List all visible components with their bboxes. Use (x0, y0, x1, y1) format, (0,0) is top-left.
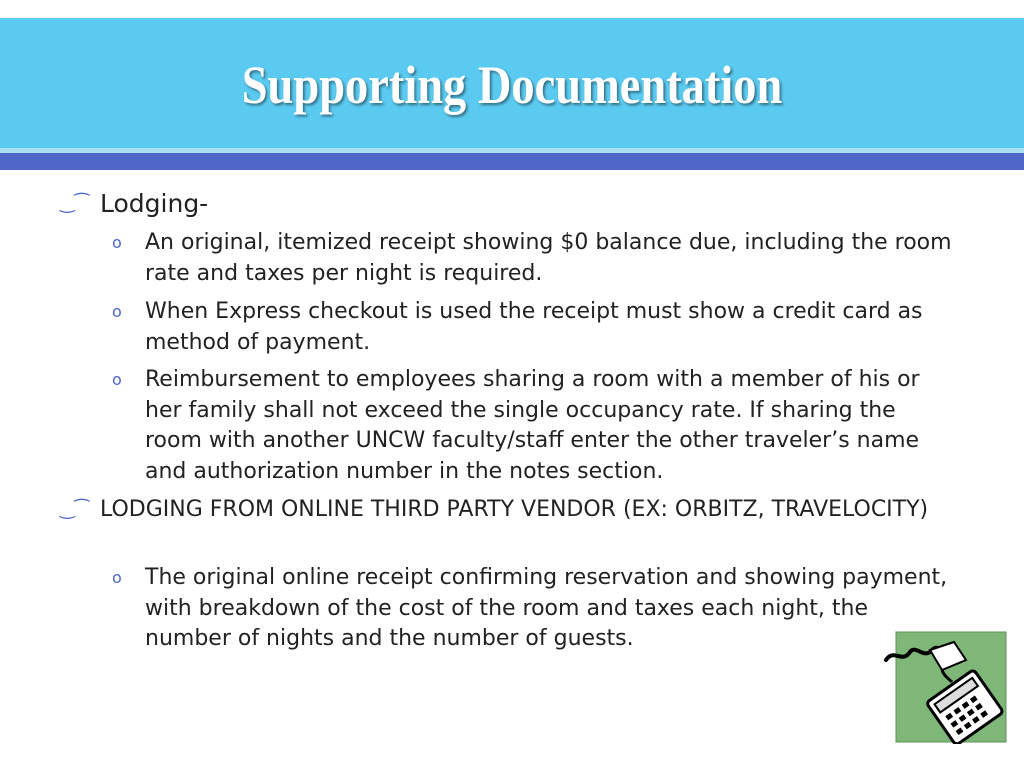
bullet-text: Lodging- (100, 189, 209, 218)
subbullet-text: The original online receipt confirming reservation and showing payment, with breakdown of the cost of the room and taxes each night, the number of nights and the number of guests. (145, 565, 948, 651)
subbullet-marker-icon: o (112, 370, 122, 389)
subbullet-marker-icon: o (112, 568, 122, 587)
receipt-calculator-icon (884, 630, 1008, 744)
subbullet-text: Reimbursement to employees sharing a room with a member of his or her family shall not exceed the single occupancy rate. If sharing the room with another UNCW faculty/staff enter the other traveler’s name and authorization number in the notes section. (145, 367, 920, 484)
subbullet-marker-icon: o (112, 233, 122, 252)
bullet-marker-icon: ‿⁀ (60, 499, 89, 520)
subbullet-text: When Express checkout is used the receipt must show a credit card as method of payment. (145, 299, 923, 355)
slide-title: Supporting Documentation (241, 55, 783, 115)
subbullet-text: An original, itemized receipt showing $0 balance due, including the room rate and taxes per night is required. (145, 230, 952, 286)
subbullet-marker-icon: o (112, 302, 122, 321)
bullet-text: LODGING FROM ONLINE THIRD PARTY VENDOR (EX: ORBITZ, TRAVELOCITY) (100, 497, 929, 522)
bullet-marker-icon: ‿⁀ (60, 193, 89, 214)
